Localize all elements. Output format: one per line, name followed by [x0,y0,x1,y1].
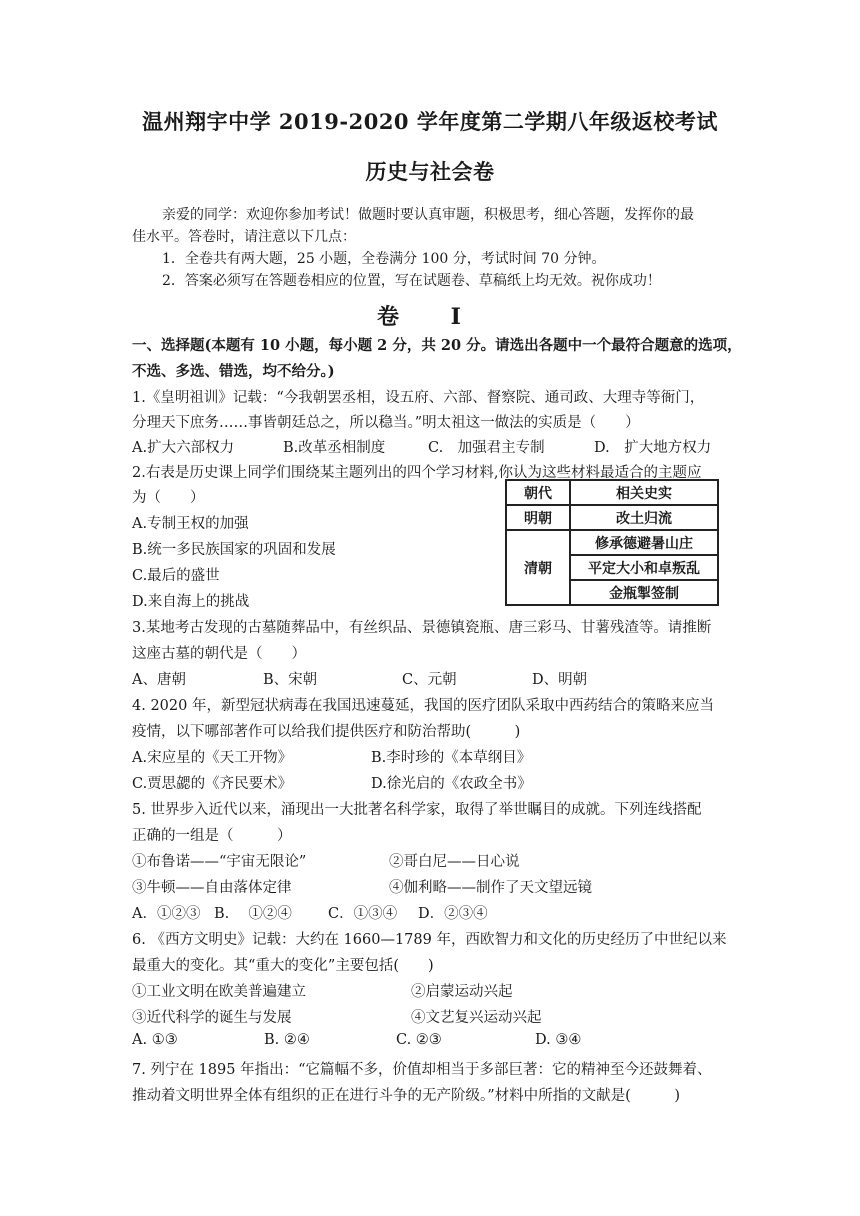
statement-2: ②哥白尼——日心说 [389,854,520,870]
option-c: C．①③④ [328,906,398,922]
question-text: 这座古墓的朝代是（ ） [132,646,306,662]
section-heading: 一、选择题(本题有 10 小题，每小题 2 分，共 20 分。请选出各题中一个最符合题意的选项， [132,337,742,354]
question-text: 2.右表是历史课上同学们围绕某主题列出的四个学习材料,你认为这些材料最适合的主题应 [132,465,702,481]
question-text: 4. 2020 年，新型冠状病毒在我国迅速蔓延，我国的医疗团队采取中西药结合的策略来应当 [132,698,714,714]
option-d: D.来自海上的挑战 [132,594,250,610]
table-cell-fact: 金瓶掣签制 [570,580,718,605]
question-text: 6. 《西方文明史》记载：大约在 1660—1789 年，西欧智力和文化的历史经历了中世纪以来 [132,932,727,948]
volume-heading: 卷 Ⅰ [377,304,483,330]
statement-3: ③近代科学的诞生与发展 [132,1010,292,1026]
option-d: D. ③④ [535,1032,582,1048]
question-text: 分理天下庶务……事皆朝廷总之，所以稳当。”明太祖这一做法的实质是（ ） [132,415,640,431]
statement-4: ④伽利略——制作了天文望远镜 [389,880,592,896]
option-d: D．②③④ [418,906,488,922]
question-text: 1.《皇明祖训》记载：“今我朝罢丞相，设五府、六部、督察院、通司政、大理寺等衙门， [132,390,705,406]
table-cell-dynasty: 清朝 [506,530,570,605]
table-header-row [506,480,718,505]
statement-2: ②启蒙运动兴起 [411,984,513,1000]
section-heading: 不选、多选、错选，均不给分。) [132,363,335,380]
table-cell-fact: 平定大小和卓叛乱 [570,555,718,580]
table-header-facts: 相关史实 [570,480,718,505]
question-text: 正确的一组是（ ） [132,828,292,844]
option-a: A. ①③ [132,1032,178,1048]
option-b: B、宋朝 [263,672,318,688]
question-text: 5. 世界步入近代以来，涌现出一大批著名科学家，取得了举世瞩目的成就。下列连线搭配 [132,802,702,818]
statement-4: ④文艺复兴运动兴起 [411,1010,542,1026]
option-d: D、明朝 [532,672,588,688]
table-cell-fact: 修承德避暑山庄 [570,530,718,555]
notice-line: 亲爱的同学：欢迎你参加考试！做题时要认真审题，积极思考，细心答题，发挥你的最 [162,207,694,223]
option-d: D. 扩大地方权力 [594,440,712,456]
question-text: 7. 列宁在 1895 年指出：“它篇幅不多，价值却相当于多部巨著：它的精神至今还鼓舞着、 [132,1062,712,1078]
option-a: A．①②③ [132,906,201,922]
question-text: 推动着文明世界全体有组织的正在进行斗争的无产阶级。”材料中所指的文献是( ) [132,1088,680,1104]
question-text: 为（ ） [132,490,205,506]
option-b: B.统一多民族国家的巩固和发展 [132,542,336,558]
exam-title: 温州翔宇中学 2019-2020 学年度第二学期八年级返校考试 [142,109,718,134]
option-c: C. ②③ [396,1032,442,1048]
question-text: 最重大的变化。其“重大的变化”主要包括( ) [132,958,434,974]
option-a: A.专制王权的加强 [132,516,249,532]
option-c: C、元朝 [402,672,457,688]
notice-line: 佳水平。答卷时，请注意以下几点： [132,229,356,245]
statement-1: ①布鲁诺——“宇宙无限论” [132,854,307,870]
history-facts-table [505,479,719,606]
option-d: D.徐光启的《农政全书》 [371,776,532,792]
notice-item: 1．全卷共有两大题，25 小题，全卷满分 100 分，考试时间 70 分钟。 [162,251,606,267]
notice-item: 2．答案必须写在答题卷相应的位置，写在试题卷、草稿纸上均无效。祝你成功！ [162,273,661,289]
table-cell-fact: 改土归流 [570,505,718,530]
exam-subtitle: 历史与社会卷 [365,159,495,184]
option-b: B. ②④ [264,1032,310,1048]
table-row [506,530,718,555]
statement-3: ③牛顿——自由落体定律 [132,880,292,896]
question-text: 3.某地考古发现的古墓随葬品中，有丝织品、景德镇瓷瓶、唐三彩马、甘薯残渣等。请推断 [132,620,712,636]
option-a: A、唐朝 [132,672,186,688]
option-a: A.宋应星的《天工开物》 [132,750,293,766]
question-text: 疫情，以下哪部著作可以给我们提供医疗和防治帮助( ) [132,724,521,740]
option-b: B.改革丞相制度 [283,440,386,456]
table-row [506,505,718,530]
statement-1: ①工业文明在欧美普遍建立 [132,984,306,1000]
option-c: C. 加强君主专制 [428,440,545,456]
option-a: A.扩大六部权力 [132,440,235,456]
option-c: C.贾思勰的《齐民要术》 [132,776,293,792]
table-header-dynasty: 朝代 [506,480,570,505]
table-cell-dynasty: 明朝 [506,505,570,530]
option-b: B.李时珍的《本草纲目》 [371,750,532,766]
option-b: B. ①②④ [214,906,292,922]
option-c: C.最后的盛世 [132,568,220,584]
